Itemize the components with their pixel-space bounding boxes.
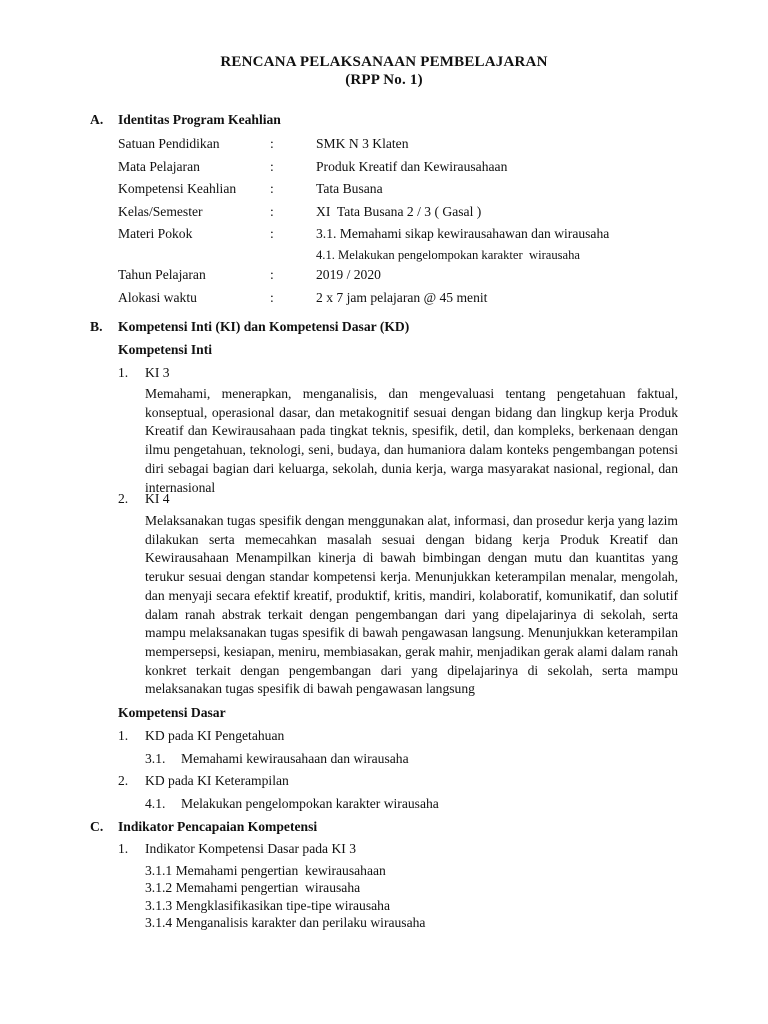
kd-sub-text: Melakukan pengelompokan karakter wirausaha — [181, 796, 439, 811]
identity-value: Tata Busana — [316, 181, 383, 196]
identity-label: Mata Pelajaran — [118, 159, 200, 174]
ki-item-label: KI 3 — [145, 365, 170, 380]
section-a-letter: A. — [90, 112, 104, 127]
indicator-line: 3.1.3 Mengklasifikasikan tipe-tipe wirausaha — [145, 898, 390, 913]
kd-item-label: KD pada KI Pengetahuan — [145, 728, 285, 743]
identity-separator: : — [270, 159, 274, 174]
indicator-line: 3.1.2 Memahami pengertian wirausaha — [145, 880, 361, 895]
identity-separator: : — [270, 136, 274, 151]
ki-item-text: Memahami, menerapkan, menganalisis, dan mengevaluasi tentang pengetahuan faktual, konseptual, operasional dasar, dan metakognitif sesuai dengan bidang dan lingkup kerja Produk Kreatif dan Kewirausahaan pada tingkat teknis, spesifik, detil, dan kompleks, berkenaan dengan ilmu pengetahuan, teknologi, seni, budaya, dan humaniora dalam konteks pengembangan potensi diri sebagai bagian dari keluarga, sekolah, dunia kerja, warga masyarakat nasional, regional, dan internasional — [145, 386, 678, 495]
ki-item-label: KI 4 — [145, 491, 170, 506]
section-b-letter: B. — [90, 319, 103, 334]
ki-item-number: 1. — [118, 365, 129, 380]
kd-item-number: 2. — [118, 773, 129, 788]
identity-label: Satuan Pendidikan — [118, 136, 220, 151]
indicator-line: 3.1.1 Memahami pengertian kewirausahaan — [145, 863, 386, 878]
identity-label: Kelas/Semester — [118, 204, 203, 219]
identity-label: Materi Pokok — [118, 226, 193, 241]
indicator-line: 3.1.4 Menganalisis karakter dan perilaku wirausaha — [145, 915, 426, 930]
kd-heading: Kompetensi Dasar — [118, 705, 226, 720]
identity-separator: : — [270, 181, 274, 196]
kd-sub-number: 4.1. — [145, 796, 166, 811]
ki-heading: Kompetensi Inti — [118, 342, 213, 357]
indicator-item-label: Indikator Kompetensi Dasar pada KI 3 — [145, 841, 357, 856]
ki-item-text: Melaksanakan tugas spesifik dengan menggunakan alat, informasi, dan prosedur kerja yang lazim dilakukan serta memecahkan masalah sesuai dengan bidang kerja Produk Kreatif dan Kewirausahaan Menampilkan kinerja di bawah bimbingan dengan mutu dan kuantitas yang terukur sesuai dengan standar kompetensi kerja. Menunjukkan keterampilan menalar, mengolah, dan menyaji secara efektif kreatif, produktif, kritis, mandiri, kolaboratif, komunikatif, dan solutif dalam ranah abstrak terkait dengan pengembangan dari yang dipelajarinya di sekolah, serta mampu melaksanakan tugas spesifik di bawah pengawasan langsung. Menunjukkan keterampilan mempersepsi, kesiapan, meniru, membiasakan, gerak mahir, menjadikan gerak alami dalam ranah konkret terkait dengan pengembangan dari yang dipelajarinya di sekolah, serta mampu melaksanakan tugas spesifik di bawah pengawasan langsung — [145, 513, 678, 697]
document-subtitle: (RPP No. 1) — [345, 72, 423, 88]
identity-label: Tahun Pelajaran — [118, 267, 206, 282]
document-title: RENCANA PELAKSANAAN PEMBELAJARAN — [220, 54, 548, 70]
kd-item-label: KD pada KI Keterampilan — [145, 773, 289, 788]
identity-label: Kompetensi Keahlian — [118, 181, 237, 196]
indicator-item-number: 1. — [118, 841, 129, 856]
identity-value: 3.1. Memahami sikap kewirausahawan dan wirausaha — [316, 226, 610, 241]
kd-item-number: 1. — [118, 728, 129, 743]
identity-value-secondary: 4.1. Melakukan pengelompokan karakter wirausaha — [316, 248, 581, 262]
section-c-heading: Indikator Pencapaian Kompetensi — [118, 819, 318, 834]
identity-value: Produk Kreatif dan Kewirausahaan — [316, 159, 508, 174]
kd-sub-text: Memahami kewirausahaan dan wirausaha — [181, 751, 409, 766]
identity-value: 2 x 7 jam pelajaran @ 45 menit — [316, 290, 488, 305]
identity-separator: : — [270, 226, 274, 241]
ki-item-number: 2. — [118, 491, 129, 506]
section-b-heading: Kompetensi Inti (KI) dan Kompetensi Dasar (KD) — [118, 319, 410, 334]
section-c-letter: C. — [90, 819, 104, 834]
identity-value: SMK N 3 Klaten — [316, 136, 409, 151]
identity-separator: : — [270, 267, 274, 282]
section-a-heading: Identitas Program Keahlian — [118, 112, 281, 127]
identity-value: XI Tata Busana 2 / 3 ( Gasal ) — [316, 204, 482, 219]
identity-label: Alokasi waktu — [118, 290, 197, 305]
identity-separator: : — [270, 290, 274, 305]
identity-separator: : — [270, 204, 274, 219]
kd-sub-number: 3.1. — [145, 751, 166, 766]
identity-value: 2019 / 2020 — [316, 267, 381, 282]
